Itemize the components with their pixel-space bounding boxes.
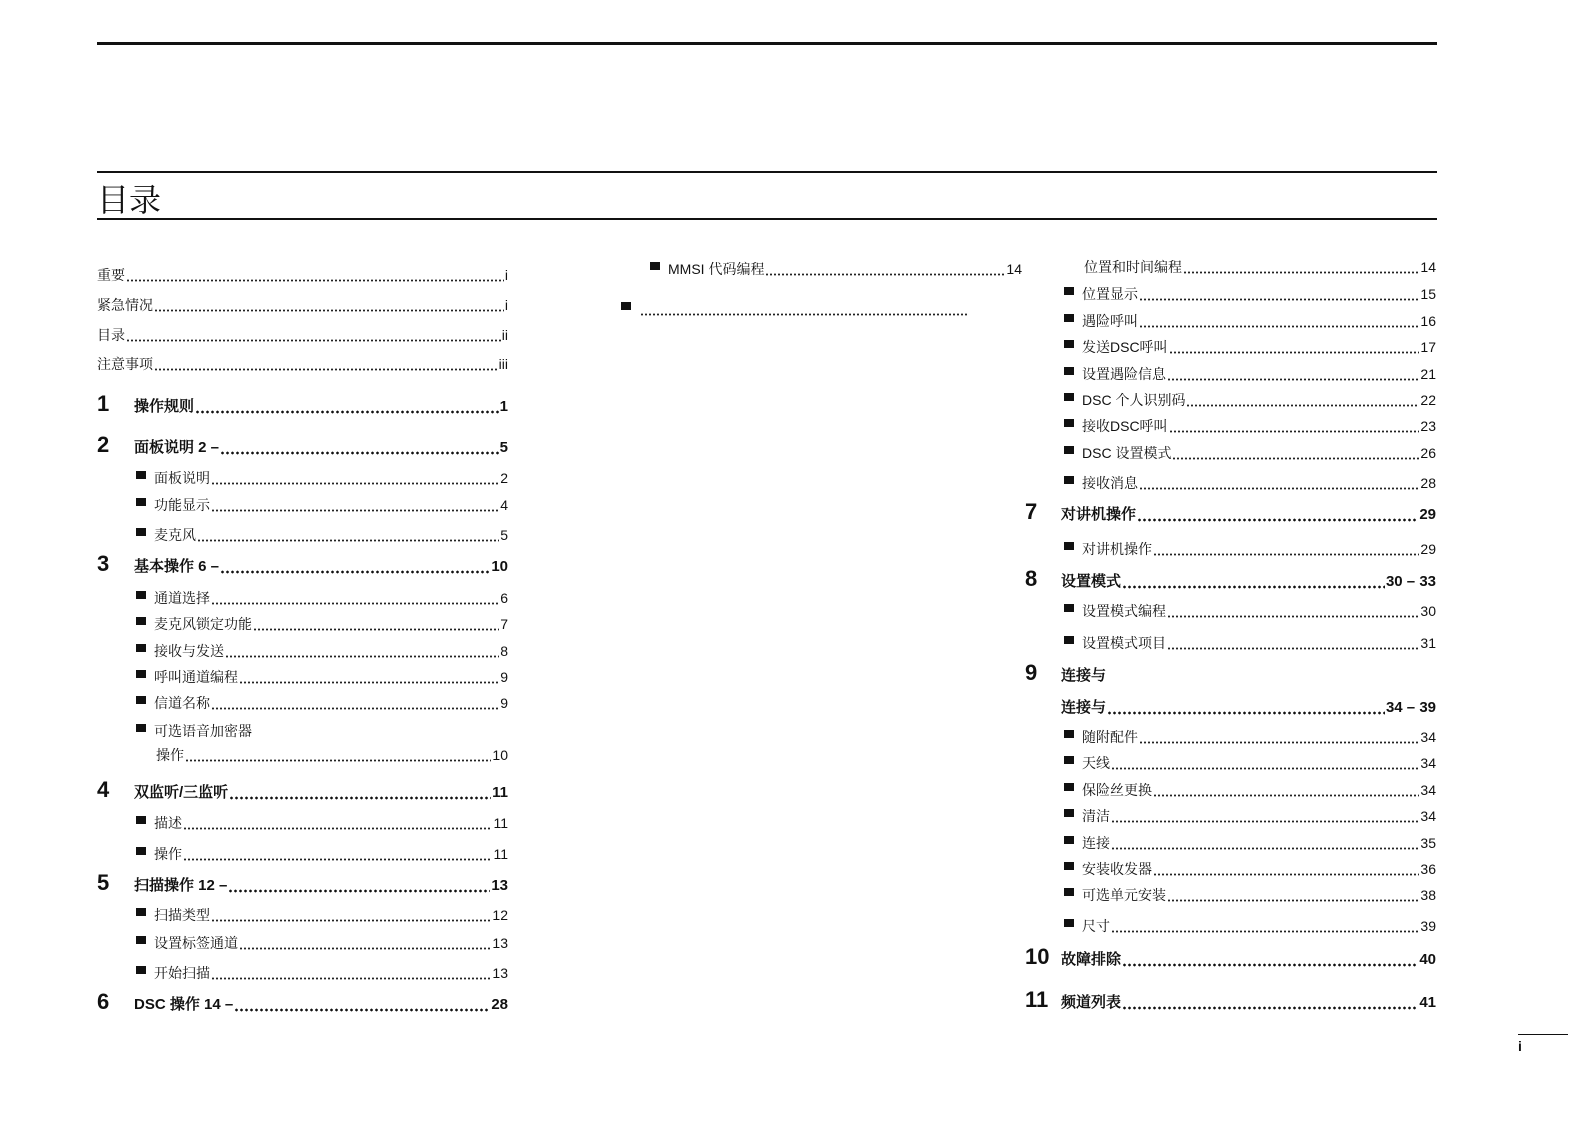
chapter-number: 5 <box>97 870 110 895</box>
entry-label: DSC 设置模式 <box>1082 445 1172 461</box>
dot-leader <box>1111 758 1419 772</box>
dot-leader <box>126 330 501 344</box>
dot-leader <box>234 1000 490 1014</box>
entry-label: 面板说明 <box>154 470 210 486</box>
toc-entry[interactable] <box>136 494 508 514</box>
entry-page: 8 <box>500 643 508 659</box>
entry-page: 35 <box>1420 835 1436 851</box>
entry-label: 操作 <box>154 846 182 862</box>
toc-entry[interactable] <box>1064 538 1436 558</box>
entry-page: 28 <box>491 996 508 1013</box>
entry-page: 5 <box>499 439 508 456</box>
toc-chapter-entry[interactable] <box>1061 697 1436 717</box>
entry-page: 14 <box>1006 261 1022 277</box>
toc-entry[interactable] <box>136 932 508 952</box>
entry-label: 保险丝更换 <box>1082 782 1152 798</box>
entry-page: iii <box>498 356 508 372</box>
toc-entry[interactable] <box>1064 283 1436 303</box>
dot-leader <box>239 672 499 686</box>
entry-label: 位置显示 <box>1082 286 1138 302</box>
dot-leader <box>211 910 491 924</box>
dot-leader <box>154 359 498 373</box>
entry-label: 设置遇险信息 <box>1082 366 1166 382</box>
toc-entry[interactable] <box>1084 256 1436 276</box>
toc-entry[interactable] <box>136 962 508 982</box>
entry-page: 13 <box>491 877 508 894</box>
entry-page: 14 <box>1420 259 1436 275</box>
entry-label: 天线 <box>1082 755 1110 771</box>
entry-page: 6 <box>500 590 508 606</box>
entry-page: 21 <box>1420 366 1436 382</box>
square-bullet-icon <box>1064 604 1074 612</box>
square-bullet-icon <box>136 966 146 974</box>
entry-page: 28 <box>1420 475 1436 491</box>
entry-page: 13 <box>492 965 508 981</box>
entry-label: 功能显示 <box>154 497 210 513</box>
square-bullet-icon <box>136 816 146 824</box>
dot-leader <box>253 619 499 633</box>
entry-page: 17 <box>1420 339 1436 355</box>
entry-label: 故障排除 <box>1061 951 1122 968</box>
toc-entry[interactable] <box>136 812 508 832</box>
dot-leader <box>220 562 490 576</box>
entry-page: 23 <box>1420 418 1436 434</box>
entry-label: 重要 <box>97 267 125 283</box>
dot-leader <box>1122 577 1385 591</box>
dot-leader <box>1169 342 1420 356</box>
entry-label: DSC 操作 14 – <box>134 996 234 1013</box>
square-bullet-icon <box>1064 542 1074 550</box>
entry-label: 清洁 <box>1082 808 1110 824</box>
entry-page: 38 <box>1420 887 1436 903</box>
square-bullet-icon <box>1064 419 1074 427</box>
toc-entry[interactable] <box>136 524 508 544</box>
toc-entry[interactable] <box>1064 363 1436 383</box>
square-bullet-icon <box>136 724 146 732</box>
dot-leader <box>1139 316 1419 330</box>
square-bullet-icon <box>621 302 631 310</box>
entry-page: 7 <box>500 616 508 632</box>
dot-leader <box>1153 544 1419 558</box>
square-bullet-icon <box>1064 314 1074 322</box>
square-bullet-icon <box>136 670 146 678</box>
square-bullet-icon <box>136 617 146 625</box>
square-bullet-icon <box>136 696 146 704</box>
entry-page: 39 <box>1420 918 1436 934</box>
square-bullet-icon <box>136 591 146 599</box>
entry-page: 34 <box>1420 808 1436 824</box>
dot-leader <box>1183 262 1419 276</box>
square-bullet-icon <box>1064 836 1074 844</box>
entry-page: 40 <box>1419 951 1436 968</box>
entry-label: 双监听/三监听 <box>134 784 229 801</box>
toc-entry[interactable] <box>1064 858 1436 878</box>
toc-entry[interactable] <box>1064 779 1436 799</box>
square-bullet-icon <box>650 262 660 270</box>
dot-leader <box>1167 638 1419 652</box>
entry-label: 操作 <box>156 747 184 763</box>
toc-entry[interactable] <box>136 904 508 924</box>
toc-entry[interactable] <box>1064 472 1436 492</box>
entry-page: 10 <box>491 558 508 575</box>
toc-entry[interactable] <box>136 720 508 740</box>
toc-entry[interactable] <box>97 353 508 373</box>
square-bullet-icon <box>1064 919 1074 927</box>
dot-leader <box>195 402 499 416</box>
entry-label: 扫描操作 12 – <box>134 877 228 894</box>
dot-leader <box>1122 955 1418 969</box>
entry-label: 可选单元安装 <box>1082 887 1166 903</box>
chapter-number: 1 <box>97 391 110 416</box>
toc-entry[interactable] <box>1064 415 1436 435</box>
toc-chapter-entry[interactable] <box>97 989 508 1014</box>
dot-leader <box>1167 890 1419 904</box>
title-top-rule <box>97 171 1437 173</box>
entry-page: i <box>504 297 508 313</box>
entry-page: 5 <box>500 527 508 543</box>
entry-label: 麦克风锁定功能 <box>154 616 252 632</box>
chapter-number: 11 <box>1025 987 1049 1012</box>
dot-leader <box>1139 289 1419 303</box>
dot-leader <box>1153 864 1419 878</box>
top-rule <box>97 42 1437 45</box>
toc-entry[interactable] <box>136 587 508 607</box>
dot-leader <box>197 530 499 544</box>
toc-entry[interactable] <box>1064 600 1436 620</box>
entry-page: 11 <box>493 846 508 862</box>
toc-chapter-entry[interactable] <box>1025 566 1436 591</box>
entry-label: DSC 个人识别码 <box>1082 392 1186 408</box>
entry-label: 基本操作 6 – <box>134 558 220 575</box>
toc-entry[interactable] <box>1064 884 1436 904</box>
toc-chapter-entry[interactable] <box>97 551 508 576</box>
toc-entry[interactable] <box>1064 632 1436 652</box>
entry-label: 位置和时间编程 <box>1084 259 1182 275</box>
dot-leader <box>1153 785 1419 799</box>
dot-leader <box>183 849 492 863</box>
dot-leader <box>211 593 499 607</box>
toc-entry[interactable] <box>156 744 508 764</box>
page-number: i <box>1518 1038 1522 1054</box>
entry-page: 15 <box>1420 286 1436 302</box>
dot-leader <box>1111 838 1419 852</box>
entry-page: 29 <box>1419 506 1436 523</box>
entry-page: 34 <box>1420 782 1436 798</box>
square-bullet-icon <box>1064 862 1074 870</box>
entry-label: 开始扫描 <box>154 965 210 981</box>
entry-page: 11 <box>492 784 508 801</box>
entry-label: 连接与 <box>1061 699 1107 716</box>
entry-page: 30 <box>1420 603 1436 619</box>
toc-entry[interactable] <box>97 294 508 314</box>
entry-page: i <box>504 267 508 283</box>
dot-leader <box>1107 703 1385 717</box>
dot-leader <box>185 750 491 764</box>
entry-page: 34 – 39 <box>1385 699 1436 716</box>
dot-leader <box>1139 732 1419 746</box>
dot-leader <box>239 938 491 952</box>
toc-entry[interactable] <box>136 613 508 633</box>
dot-leader <box>1169 421 1420 435</box>
square-bullet-icon <box>1064 809 1074 817</box>
entry-page: 31 <box>1420 635 1436 651</box>
dot-leader <box>1186 395 1419 409</box>
toc-entry[interactable] <box>1064 389 1436 409</box>
toc-entry[interactable] <box>1064 310 1436 330</box>
dot-leader <box>211 698 499 712</box>
chapter-number: 3 <box>97 551 110 576</box>
entry-label: 设置模式编程 <box>1082 603 1166 619</box>
toc-chapter-entry[interactable] <box>97 391 508 416</box>
toc-entry[interactable] <box>1064 442 1436 462</box>
entry-label: 连接 <box>1082 835 1110 851</box>
chapter-number: 4 <box>97 777 110 802</box>
square-bullet-icon <box>136 644 146 652</box>
square-bullet-icon <box>136 908 146 916</box>
square-bullet-icon <box>136 471 146 479</box>
toc-entry[interactable] <box>650 258 1022 278</box>
square-bullet-icon <box>1064 783 1074 791</box>
dot-leader <box>154 300 504 314</box>
entry-label: 注意事项 <box>97 356 153 372</box>
entry-label: 操作规则 <box>134 398 195 415</box>
entry-label: 麦克风 <box>154 527 196 543</box>
entry-label: 通道选择 <box>154 590 210 606</box>
entry-page: ii <box>501 327 508 343</box>
toc-entry[interactable] <box>136 843 508 863</box>
entry-page: 9 <box>500 669 508 685</box>
footer-rule <box>1518 1034 1568 1035</box>
square-bullet-icon <box>1064 730 1074 738</box>
entry-label: 描述 <box>154 815 182 831</box>
entry-page: 10 <box>492 747 508 763</box>
entry-label: 连接与 <box>1061 667 1107 684</box>
dot-leader <box>225 646 499 660</box>
toc-entry[interactable] <box>97 264 508 284</box>
entry-label: 紧急情况 <box>97 297 153 313</box>
dot-leader <box>220 443 499 457</box>
entry-page: 34 <box>1420 729 1436 745</box>
dot-leader <box>211 968 491 982</box>
square-bullet-icon <box>1064 756 1074 764</box>
square-bullet-icon <box>1064 888 1074 896</box>
dot-leader <box>765 264 1005 278</box>
entry-label: 安装收发器 <box>1082 861 1152 877</box>
chapter-number: 2 <box>97 432 110 457</box>
entry-label: 遇险呼叫 <box>1082 313 1138 329</box>
toc-entry[interactable] <box>1064 805 1436 825</box>
toc-chapter-entry[interactable] <box>1025 987 1436 1012</box>
entry-page: 9 <box>500 695 508 711</box>
entry-page: 13 <box>492 935 508 951</box>
entry-page: 11 <box>493 815 508 831</box>
dot-leader <box>1122 998 1418 1012</box>
entry-label: 频道列表 <box>1061 994 1122 1011</box>
entry-label: 面板说明 2 – <box>134 439 220 456</box>
entry-label: 设置模式 <box>1061 573 1122 590</box>
square-bullet-icon <box>136 528 146 536</box>
toc-entry[interactable] <box>621 298 970 318</box>
entry-label: 呼叫通道编程 <box>154 669 238 685</box>
entry-label: 接收DSC呼叫 <box>1082 418 1168 434</box>
toc-entry[interactable] <box>1064 726 1436 746</box>
entry-page: 29 <box>1420 541 1436 557</box>
entry-label: 随附配件 <box>1082 729 1138 745</box>
dot-leader <box>126 270 504 284</box>
chapter-number: 9 <box>1025 660 1038 685</box>
toc-entry[interactable] <box>1064 752 1436 772</box>
toc-entry[interactable] <box>136 692 508 712</box>
toc-entry[interactable] <box>1064 336 1436 356</box>
dot-leader <box>228 881 490 895</box>
toc-entry[interactable] <box>136 640 508 660</box>
chapter-number: 10 <box>1025 944 1050 969</box>
entry-label: 信道名称 <box>154 695 210 711</box>
dot-leader <box>1167 606 1419 620</box>
entry-page: 12 <box>492 907 508 923</box>
dot-leader <box>1111 811 1419 825</box>
entry-label: 对讲机操作 <box>1082 541 1152 557</box>
entry-page: 30 – 33 <box>1385 573 1436 590</box>
square-bullet-icon <box>1064 367 1074 375</box>
entry-page: 2 <box>500 470 508 486</box>
square-bullet-icon <box>136 847 146 855</box>
entry-page: 26 <box>1420 445 1436 461</box>
toc-chapter-entry[interactable] <box>1025 944 1436 969</box>
toc-entry[interactable] <box>1064 832 1436 852</box>
square-bullet-icon <box>136 936 146 944</box>
dot-leader <box>183 818 492 832</box>
entry-label: MMSI 代码编程 <box>668 261 765 277</box>
square-bullet-icon <box>1064 476 1074 484</box>
dot-leader <box>1167 369 1419 383</box>
toc-entry[interactable] <box>1064 915 1436 935</box>
square-bullet-icon <box>1064 636 1074 644</box>
entry-label: 扫描类型 <box>154 907 210 923</box>
entry-page: 34 <box>1420 755 1436 771</box>
entry-label: 目录 <box>97 327 125 343</box>
dot-leader <box>1172 448 1419 462</box>
square-bullet-icon <box>1064 287 1074 295</box>
entry-label: 接收消息 <box>1082 475 1138 491</box>
chapter-number: 7 <box>1025 499 1038 524</box>
entry-label: 可选语音加密器 <box>154 723 252 739</box>
entry-page: 36 <box>1420 861 1436 877</box>
entry-label: 发送DSC呼叫 <box>1082 339 1168 355</box>
dot-leader <box>211 473 499 487</box>
title-bottom-rule <box>97 218 1437 220</box>
entry-page: 22 <box>1420 392 1436 408</box>
entry-page: 4 <box>500 497 508 513</box>
dot-leader <box>1137 510 1418 524</box>
entry-label: 接收与发送 <box>154 643 224 659</box>
toc-chapter-entry[interactable] <box>97 777 508 802</box>
toc-entry[interactable] <box>136 467 508 487</box>
entry-label: 对讲机操作 <box>1061 506 1137 523</box>
page-title: 目录 <box>97 182 162 218</box>
toc-entry[interactable] <box>136 666 508 686</box>
entry-label: 设置模式项目 <box>1082 635 1166 651</box>
entry-label: 设置标签通道 <box>154 935 238 951</box>
entry-page: 41 <box>1419 994 1436 1011</box>
toc-entry[interactable] <box>97 324 508 344</box>
toc-chapter-entry[interactable] <box>97 870 508 895</box>
square-bullet-icon <box>1064 446 1074 454</box>
entry-page: 1 <box>499 398 508 415</box>
square-bullet-icon <box>1064 340 1074 348</box>
dot-leader <box>640 304 969 318</box>
square-bullet-icon <box>1064 393 1074 401</box>
entry-label: 尺寸 <box>1082 918 1110 934</box>
toc-chapter-entry[interactable] <box>1025 499 1436 524</box>
dot-leader <box>211 500 499 514</box>
dot-leader <box>1139 478 1419 492</box>
chapter-number: 6 <box>97 989 110 1014</box>
dot-leader <box>1111 921 1419 935</box>
entry-page: 16 <box>1420 313 1436 329</box>
toc-chapter-entry[interactable] <box>1025 660 1436 685</box>
square-bullet-icon <box>136 498 146 506</box>
toc-chapter-entry[interactable] <box>97 432 508 457</box>
dot-leader <box>229 788 491 802</box>
chapter-number: 8 <box>1025 566 1038 591</box>
